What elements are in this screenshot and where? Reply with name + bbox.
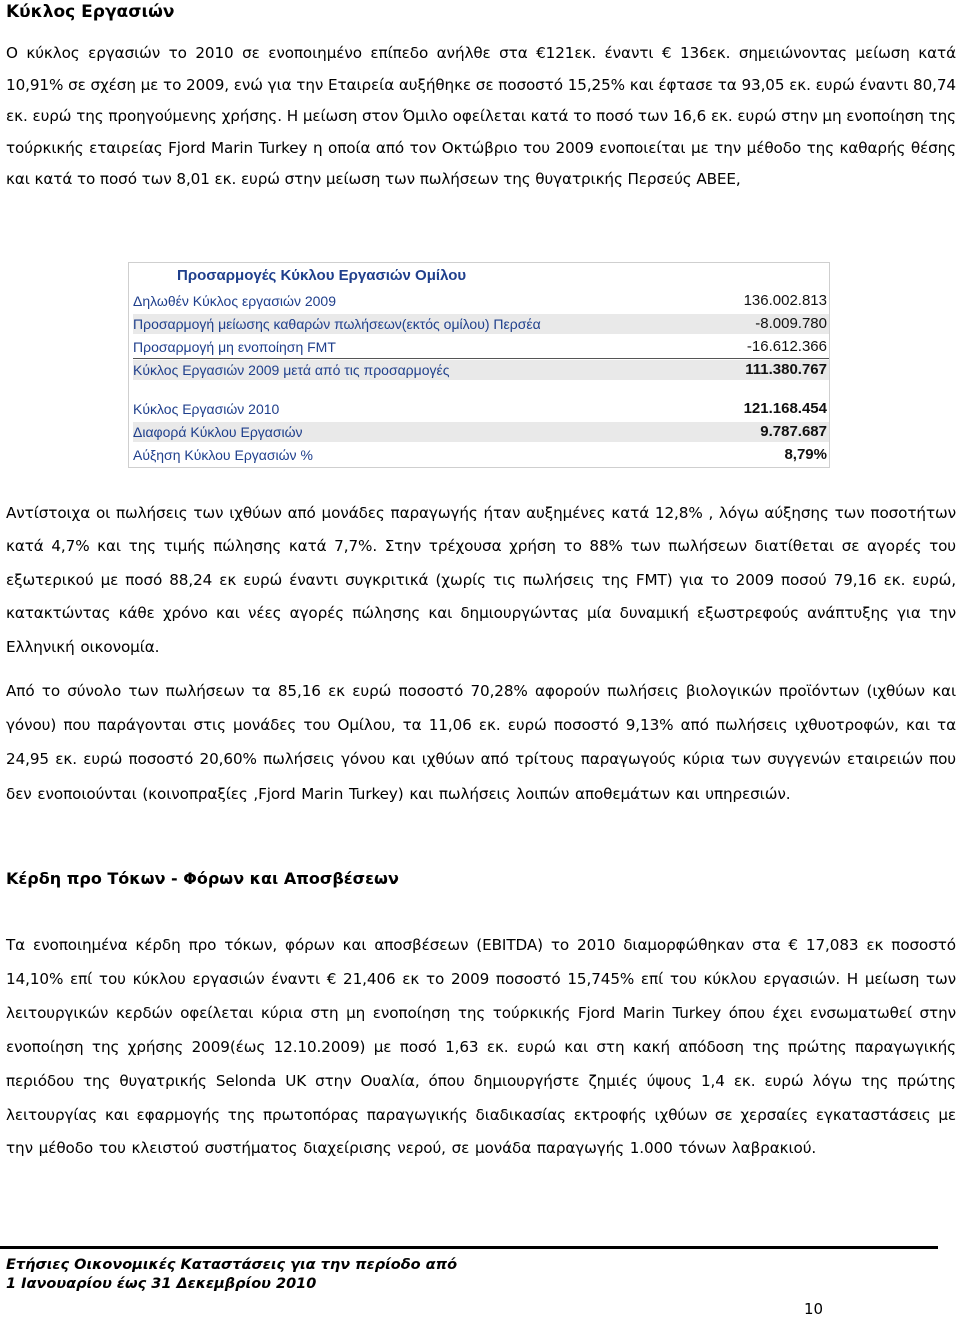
row-label: Κύκλος Εργασιών 2009 μετά από τις προσαρμογές xyxy=(133,362,450,378)
paragraph-fish-sales: Αντίστοιχα οι πωλήσεις των ιχθύων από μονάδες παραγωγής ήταν αυξημένες κατά 12,8% , λόγω αύξησης των ποσοτήτων κατά 4,7% και της τιμής πώλησης κατά 7,7%. Στην τρέχουσα χρήση το 88% των πωλήσεων διατίθεται σε αγορές του εξωτερικού με ποσό 88,24 εκ ευρώ έναντι συγκριτικά (χωρίς τις πωλήσεις της FMT) για το 2009 ποσού 79,16 εκ. ευρώ, κατακτώντας κάθε χρόνο και νέες αγορές πώλησης και δημιουργώντας μία δυναμική εξωστρεφούς ανάπτυξης για την Ελληνική οικονομία. xyxy=(6,504,956,656)
table-row xyxy=(133,422,829,442)
section-heading-turnover: Κύκλος Εργασιών xyxy=(6,2,175,22)
paragraph-sales-breakdown: Από το σύνολο των πωλήσεων τα 85,16 εκ ευρώ ποσοστό 70,28% αφορούν πωλήσεις βιολογικών προϊόντων (ιχθύων και γόνου) που παράγονται στις μονάδες του Ομίλου, τα 11,06 εκ. ευρώ ποσοστό 9,13% από πωλήσεις ιχθυοτροφών, και τα 24,95 εκ. ευρώ ποσοστό 20,60% πωλήσεις γόνου και ιχθύων από τρίτους παραγωγούς κύρια των συγγενών εταιρειών που δεν ενοποιούνται (κοινοπραξίες ,Fjord Marin Turkey) και πωλήσεις λοιπών αποθεμάτων και υπηρεσιών. xyxy=(6,682,956,803)
footer-rule xyxy=(0,1246,938,1249)
table-row xyxy=(133,337,829,357)
table-row xyxy=(133,360,829,380)
table-row xyxy=(133,399,829,419)
row-label: Προσαρμογή μείωσης καθαρών πωλήσεων(εκτός ομίλου) Περσέα xyxy=(133,316,541,332)
paragraph-ebitda: Τα ενοποιημένα κέρδη προ τόκων, φόρων και αποσβέσεων (EBITDA) το 2010 διαμορφώθηκαν στα € 17,083 εκ ποσοστό 14,10% επί του κύκλου εργασιών έναντι € 21,406 εκ το 2009 ποσοστό 15,745% επί του κύκλου εργασιών. Η μείωση των λειτουργικών κερδών οφείλεται κύρια στη μη ενοποίηση της τούρκικής Fjord Marin Turkey όπου έχει ενσωματωθεί στην ενοποίηση της χρήσης 2009(έως 12.10.2009) με ποσό 1,63 εκ. ευρώ και στη κακή απόδοση της πρώτης παραγωγικής περιόδου της θυγατρικής Selonda UK στην Ουαλία, όπου δημιουργήστε ζημιές ύψους 1,4 εκ. ευρώ λόγω της πρώτης λειτουργίας και εφαρμογής της πρωτοπόρας παραγωγικής διαδικασίας εκτροφής ιχθύων σε χερσαίες εγκαταστάσεις με την μέθοδο του κλειστού συστήματος διαχείρισης νερού, σε μονάδα παραγωγής 1.000 τόνων λαβρακιού. xyxy=(6,936,956,1158)
table-title: Προσαρμογές Κύκλου Εργασιών Ομίλου xyxy=(177,267,467,284)
row-value: -8.009.780 xyxy=(755,315,827,332)
footer-line-2: 1 Ιανουαρίου έως 31 Δεκεμβρίου 2010 xyxy=(6,1276,317,1292)
row-label: Διαφορά Κύκλου Εργασιών xyxy=(133,424,303,440)
row-label: Προσαρμογή μη ενοποίηση FMT xyxy=(133,339,336,355)
table-row xyxy=(133,445,829,465)
page-number: 10 xyxy=(804,1300,824,1318)
paragraph-turnover: Ο κύκλος εργασιών το 2010 σε ενοποιημένο επίπεδο ανήλθε στα €121εκ. έναντι € 136εκ. σημειώνοντας μείωση κατά 10,91% σε σχέση με το 2009, ενώ για την Εταιρεία αυξήθηκε σε ποσοστό 15,25% και έφτασε τα 93,05 εκ. ευρώ έναντι 80,74 εκ. ευρώ της προηγούμενης χρήσης. Η μείωση στον Όμιλο οφείλεται κατά το ποσό των 16,6 εκ. ευρώ στην μη ενοποίηση της τούρκικής εταιρείας Fjord Marin Turkey η οποία από τον Οκτώβριο του 2009 ενοποιείται με την μέθοδο της καθαρής θέσης και κατά το ποσό των 8,01 εκ. ευρώ στην μείωση των πωλήσεων της θυγατρικής Περσεύς ΑΒΕΕ, xyxy=(6,44,956,189)
row-value: 9.787.687 xyxy=(760,423,827,440)
row-value: 111.380.767 xyxy=(745,361,827,378)
row-value: -16.612.366 xyxy=(746,338,827,355)
table-row xyxy=(133,291,829,311)
row-label: Δηλωθέν Κύκλος εργασιών 2009 xyxy=(133,293,336,309)
turnover-adjustments-table xyxy=(128,262,830,468)
row-label: Κύκλος Εργασιών 2010 xyxy=(133,401,280,417)
row-label: Αύξηση Κύκλου Εργασιών % xyxy=(133,447,313,463)
row-value: 136.002.813 xyxy=(743,292,827,309)
footer-line-1: Ετήσιες Οικονομικές Καταστάσεις για την περίοδο από xyxy=(6,1257,458,1273)
table-divider xyxy=(133,358,829,359)
row-value: 121.168.454 xyxy=(743,400,827,417)
table-row xyxy=(133,314,829,334)
row-value: 8,79% xyxy=(784,446,827,463)
section-heading-ebitda: Κέρδη προ Τόκων - Φόρων και Αποσβέσεων xyxy=(6,869,399,888)
